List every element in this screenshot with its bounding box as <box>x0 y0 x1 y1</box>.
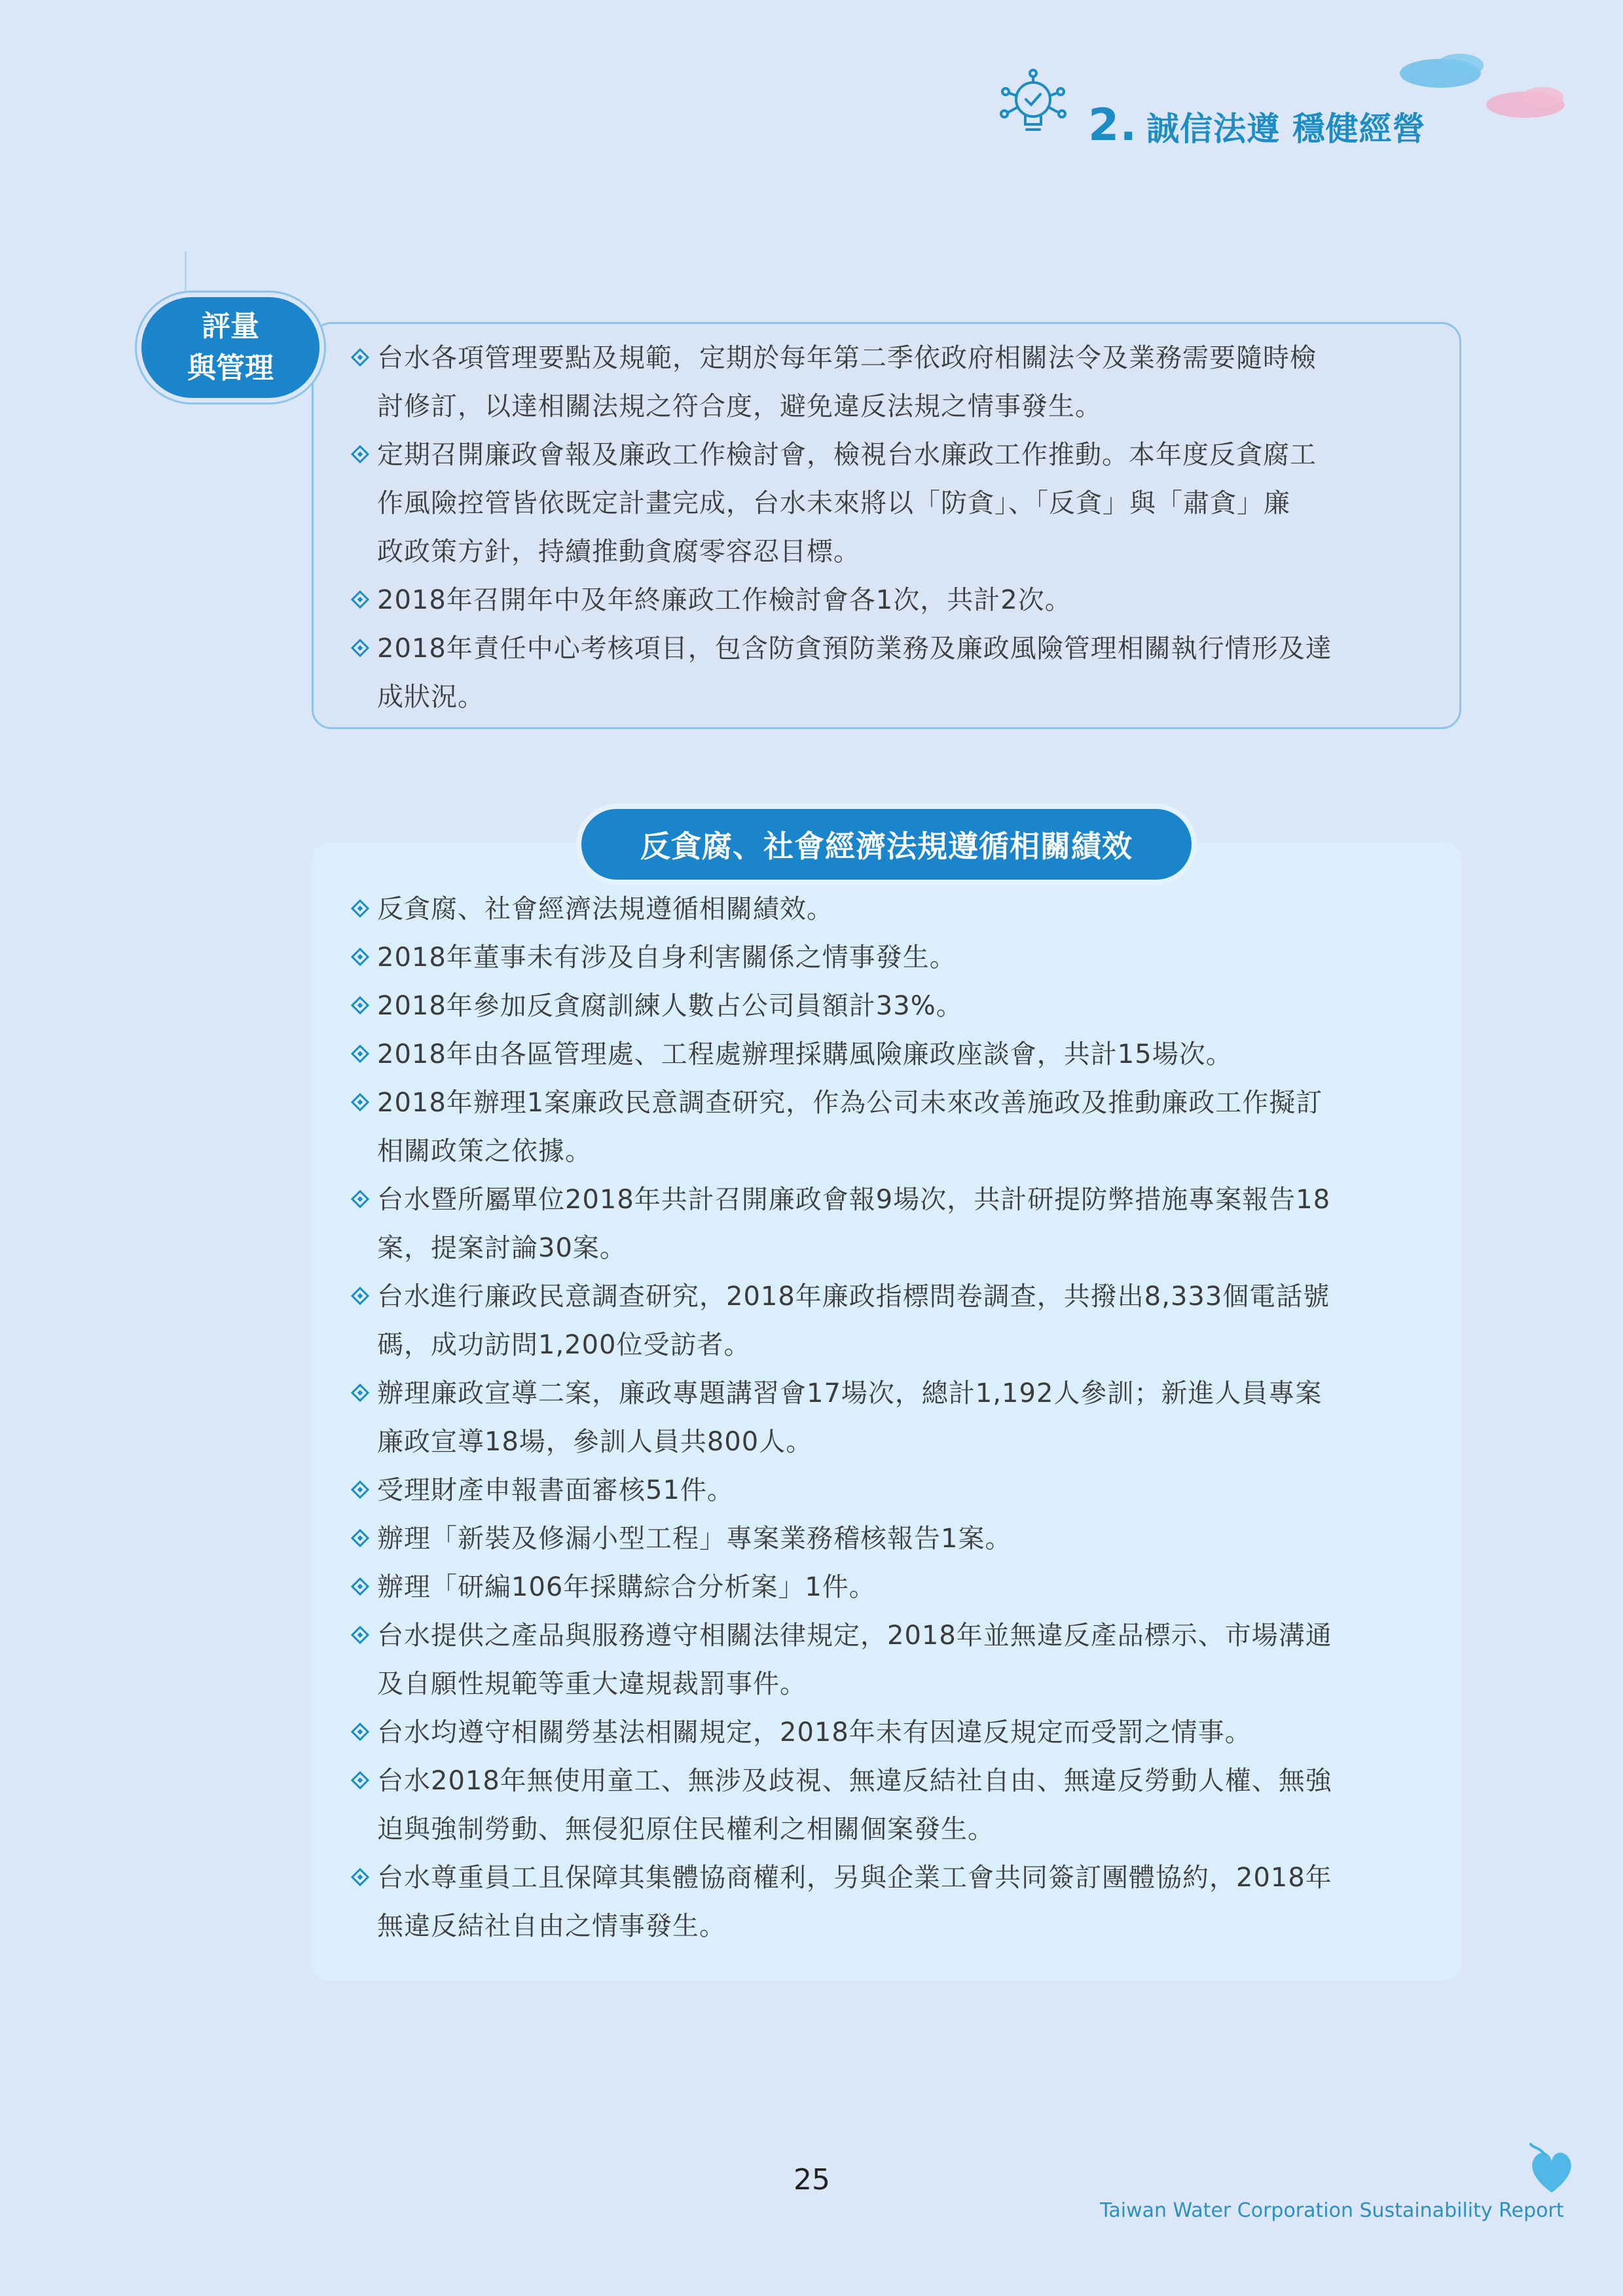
list-item: 2018年辦理1案廉政民意調查研究，作為公司未來改善施政及推動廉政工作擬訂 相關政策之依據。 <box>352 1079 1432 1175</box>
diamond-bullet-icon <box>351 1626 369 1644</box>
list-item: 台水均遵守相關勞基法相關規定，2018年未有因違反規定而受罰之情事。 <box>352 1708 1432 1757</box>
list-item: 2018年責任中心考核項目，包含防貪預防業務及廉政風險管理相關執行情形及達 成狀況。 <box>352 624 1432 721</box>
report-name: Taiwan Water Corporation Sustainability Report <box>1100 2199 1564 2222</box>
diamond-bullet-icon <box>351 348 369 367</box>
list-item: 受理財產申報書面審核51件。 <box>352 1466 1432 1515</box>
diamond-bullet-icon <box>351 1190 369 1208</box>
diamond-bullet-icon <box>351 1723 369 1741</box>
diamond-bullet-icon <box>351 639 369 657</box>
watercolor-clouds-decoration <box>1388 46 1584 137</box>
diamond-bullet-icon <box>351 948 369 966</box>
list-item: 2018年參加反貪腐訓練人數占公司員額計33%。 <box>352 982 1432 1030</box>
lightbulb-icon <box>995 65 1074 144</box>
diamond-bullet-icon <box>351 1045 369 1063</box>
list-item: 反貪腐、社會經濟法規遵循相關績效。 <box>352 885 1432 933</box>
performance-title: 反貪腐、社會經濟法規遵循相關績效 <box>581 809 1192 880</box>
evaluation-list <box>352 334 1432 721</box>
section-title <box>1088 99 1426 151</box>
diamond-bullet-icon <box>351 1093 369 1111</box>
diamond-bullet-icon <box>351 590 369 609</box>
diamond-bullet-icon <box>351 445 369 463</box>
section-title-text: 誠信法遵 穩健經營 <box>1146 110 1426 148</box>
diamond-bullet-icon <box>351 899 369 918</box>
list-item: 台水提供之產品與服務遵守相關法律規定，2018年並無違反產品標示、市場溝通 及自願性規範等重大違規裁罰事件。 <box>352 1611 1432 1708</box>
diamond-bullet-icon <box>351 1384 369 1402</box>
list-item: 2018年由各區管理處、工程處辦理採購風險廉政座談會，共計15場次。 <box>352 1030 1432 1079</box>
list-item: 辦理「研編106年採購綜合分析案」1件。 <box>352 1563 1432 1611</box>
evaluation-badge-line2: 與管理 <box>187 351 274 385</box>
list-item: 定期召開廉政會報及廉政工作檢討會，檢視台水廉政工作推動。本年度反貪腐工 作風險控管皆依既定計畫完成，台水未來將以「防貪」、「反貪」與「肅貪」廉 政政策方針，持續推動貪腐零容忍目標。 <box>352 431 1432 576</box>
evaluation-badge <box>141 297 319 398</box>
performance-list <box>352 885 1432 1950</box>
diamond-bullet-icon <box>351 1529 369 1547</box>
evaluation-badge-line1: 評量 <box>202 310 259 343</box>
list-item: 辦理廉政宣導二案，廉政專題講習會17場次，總計1,192人參訓；新進人員專案 廉政宣導18場，參訓人員共800人。 <box>352 1369 1432 1466</box>
diamond-bullet-icon <box>351 1577 369 1596</box>
list-item: 台水各項管理要點及規範，定期於每年第二季依政府相關法令及業務需要隨時檢 討修訂，以達相關法規之符合度，避免違反法規之情事發生。 <box>352 334 1432 431</box>
section-number: 2. <box>1088 99 1138 151</box>
diamond-bullet-icon <box>351 1287 369 1305</box>
list-item: 辦理「新裝及修漏小型工程」專案業務稽核報告1案。 <box>352 1515 1432 1563</box>
heart-icon <box>1525 2142 1578 2197</box>
diamond-bullet-icon <box>351 996 369 1014</box>
list-item: 2018年召開年中及年終廉政工作檢討會各1次，共計2次。 <box>352 576 1432 624</box>
list-item: 台水2018年無使用童工、無涉及歧視、無違反結社自由、無違反勞動人權、無強 迫與強制勞動、無侵犯原住民權利之相關個案發生。 <box>352 1757 1432 1854</box>
list-item: 台水暨所屬單位2018年共計召開廉政會報9場次，共計研提防弊措施專案報告18 案，提案討論30案。 <box>352 1175 1432 1272</box>
list-item: 台水尊重員工且保障其集體協商權利，另與企業工會共同簽訂團體協約，2018年 無違反結社自由之情事發生。 <box>352 1854 1432 1950</box>
list-item: 台水進行廉政民意調查研究，2018年廉政指標問卷調查，共撥出8,333個電話號 碼，成功訪問1,200位受訪者。 <box>352 1272 1432 1369</box>
list-item: 2018年董事未有涉及自身利害關係之情事發生。 <box>352 933 1432 982</box>
diamond-bullet-icon <box>351 1868 369 1886</box>
diamond-bullet-icon <box>351 1771 369 1789</box>
page-number: 25 <box>793 2163 830 2197</box>
diamond-bullet-icon <box>351 1480 369 1499</box>
badge-connector-line <box>185 251 187 291</box>
